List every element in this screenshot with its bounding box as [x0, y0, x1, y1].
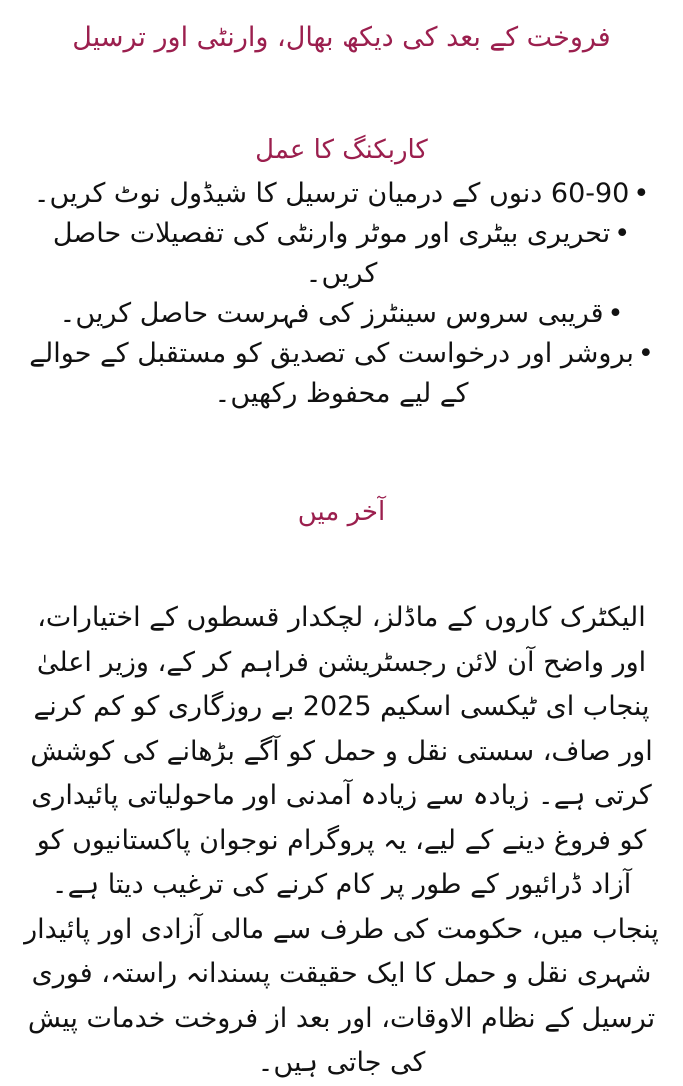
list-item: [22, 214, 661, 294]
bullet-icon: •: [637, 338, 654, 369]
list-item: [22, 174, 661, 214]
article-page: [0, 18, 683, 1086]
bullet-icon: •: [614, 218, 631, 249]
booking-steps-list: [22, 174, 661, 414]
list-item: [22, 294, 661, 334]
page-title: فروخت کے بعد کی دیکھ بھال، وارنٹی اور ترسیل: [72, 22, 611, 53]
list-item-text: قریبی سروس سینٹرز کی فہرست حاصل کریں۔: [59, 298, 604, 329]
bullet-icon: •: [633, 178, 650, 209]
list-item-text: تحریری بیٹری اور موٹر وارنٹی کی تفصیلات حاصل کریں۔: [52, 218, 611, 289]
list-item-text: بروشر اور درخواست کی تصدیق کو مستقبل کے حوالے کے لیے محفوظ رکھیں۔: [29, 338, 634, 409]
list-item-text: 60-90 دنوں کے درمیان ترسیل کا شیڈول نوٹ کریں۔: [33, 178, 630, 209]
section-heading-booking-process: کاربکنگ کا عمل: [255, 135, 428, 165]
list-item: [22, 334, 661, 414]
conclusion-paragraph: الیکٹرک کاروں کے ماڈلز، لچکدار قسطوں کے اختیارات، اور واضح آن لائن رجسٹریشن فراہم کر کے، وزیر اعلیٰ پنجاب ای ٹیکسی اسکیم 2025 بے روزگاری کو کم کرنے اور صاف، سستی نقل و حمل کو آگے بڑھانے کی کوشش کرتی ہے۔ زیادہ سے زیادہ آمدنی اور ماحولیاتی پائیداری کو فروغ دینے کے لیے، یہ پروگرام نوجوان پاکستانیوں کو آزاد ڈرائیور کے طور پر کام کرنے کی ترغیب دیتا ہے۔ پنجاب میں، حکومت کی طرف سے مالی آزادی اور پائیدار شہری نقل و حمل کا ایک حقیقت پسندانہ راستہ، فوری ترسیل کے نظام الاوقات، اور بعد از فروخت خدمات پیش کی جاتی ہیں۔: [24, 602, 659, 1078]
bullet-icon: •: [607, 298, 624, 329]
section-heading-conclusion: آخر میں: [297, 497, 386, 527]
